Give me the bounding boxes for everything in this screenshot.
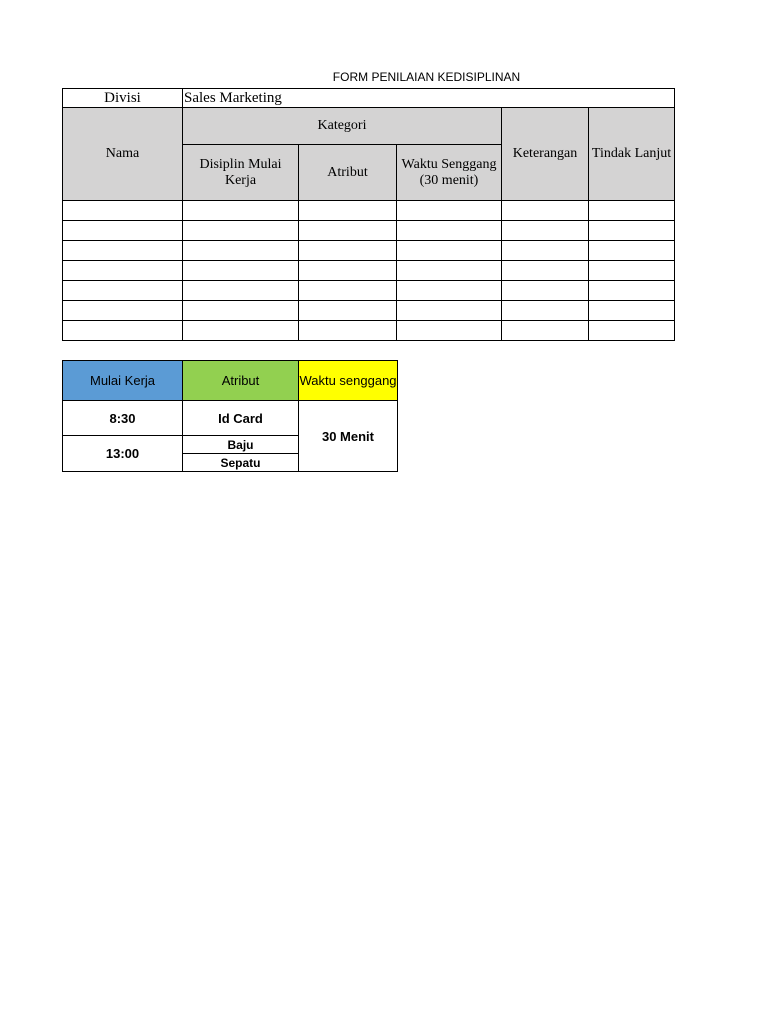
kategori-header: Kategori	[183, 108, 502, 145]
form-entry-row	[63, 281, 675, 301]
keterangan-cell[interactable]	[502, 241, 589, 261]
divisi-value[interactable]: Sales Marketing	[183, 89, 675, 108]
form-entry-row	[63, 301, 675, 321]
keterangan-cell[interactable]	[502, 281, 589, 301]
nama-cell[interactable]	[63, 241, 183, 261]
tindak-lanjut-cell[interactable]	[589, 221, 675, 241]
disiplin-cell[interactable]	[183, 301, 299, 321]
form-entry-row	[63, 241, 675, 261]
form-entry-row	[63, 321, 675, 341]
disiplin-cell[interactable]	[183, 281, 299, 301]
divisi-label: Divisi	[63, 89, 183, 108]
discipline-form-table	[62, 88, 675, 341]
waktu-cell[interactable]	[397, 281, 502, 301]
keterangan-cell[interactable]	[502, 201, 589, 221]
disiplin-cell[interactable]	[183, 241, 299, 261]
tindak-lanjut-header: Tindak Lanjut	[589, 108, 675, 201]
disiplin-cell[interactable]	[183, 261, 299, 281]
legend-waktu-senggang-header: Waktu senggang	[299, 361, 398, 401]
legend-mulai-kerja-header: Mulai Kerja	[63, 361, 183, 401]
legend-atribut-header: Atribut	[183, 361, 299, 401]
tindak-lanjut-cell[interactable]	[589, 301, 675, 321]
nama-cell[interactable]	[63, 321, 183, 341]
waktu-cell[interactable]	[397, 261, 502, 281]
legend-waktu-value: 30 Menit	[299, 401, 398, 472]
tindak-lanjut-cell[interactable]	[589, 281, 675, 301]
waktu-senggang-header: Waktu Senggang (30 menit)	[397, 145, 502, 201]
atribut-cell[interactable]	[299, 301, 397, 321]
waktu-cell[interactable]	[397, 301, 502, 321]
form-title: FORM PENILAIAN KEDISIPLINAN	[332, 70, 521, 84]
tindak-lanjut-cell[interactable]	[589, 201, 675, 221]
atribut-cell[interactable]	[299, 281, 397, 301]
atribut-cell[interactable]	[299, 221, 397, 241]
form-entry-rows	[63, 201, 675, 341]
keterangan-cell[interactable]	[502, 221, 589, 241]
keterangan-header: Keterangan	[502, 108, 589, 201]
legend-attribute-1: Id Card	[183, 401, 299, 436]
nama-cell[interactable]	[63, 301, 183, 321]
atribut-cell[interactable]	[299, 201, 397, 221]
disiplin-cell[interactable]	[183, 201, 299, 221]
nama-cell[interactable]	[63, 261, 183, 281]
tindak-lanjut-cell[interactable]	[589, 241, 675, 261]
disiplin-cell[interactable]	[183, 321, 299, 341]
form-entry-row	[63, 261, 675, 281]
disiplin-mulai-kerja-header: Disiplin Mulai Kerja	[183, 145, 299, 201]
nama-cell[interactable]	[63, 281, 183, 301]
waktu-cell[interactable]	[397, 241, 502, 261]
waktu-cell[interactable]	[397, 221, 502, 241]
legend-time-2: 13:00	[63, 436, 183, 472]
atribut-cell[interactable]	[299, 241, 397, 261]
disiplin-cell[interactable]	[183, 221, 299, 241]
legend-table	[62, 360, 398, 472]
tindak-lanjut-cell[interactable]	[589, 321, 675, 341]
keterangan-cell[interactable]	[502, 261, 589, 281]
form-entry-row	[63, 201, 675, 221]
nama-cell[interactable]	[63, 221, 183, 241]
waktu-cell[interactable]	[397, 321, 502, 341]
legend-attribute-3: Sepatu	[183, 454, 299, 472]
atribut-header: Atribut	[299, 145, 397, 201]
keterangan-cell[interactable]	[502, 321, 589, 341]
tindak-lanjut-cell[interactable]	[589, 261, 675, 281]
form-entry-row	[63, 221, 675, 241]
nama-header: Nama	[63, 108, 183, 201]
nama-cell[interactable]	[63, 201, 183, 221]
legend-attribute-2: Baju	[183, 436, 299, 454]
atribut-cell[interactable]	[299, 321, 397, 341]
atribut-cell[interactable]	[299, 261, 397, 281]
legend-time-1: 8:30	[63, 401, 183, 436]
keterangan-cell[interactable]	[502, 301, 589, 321]
waktu-cell[interactable]	[397, 201, 502, 221]
